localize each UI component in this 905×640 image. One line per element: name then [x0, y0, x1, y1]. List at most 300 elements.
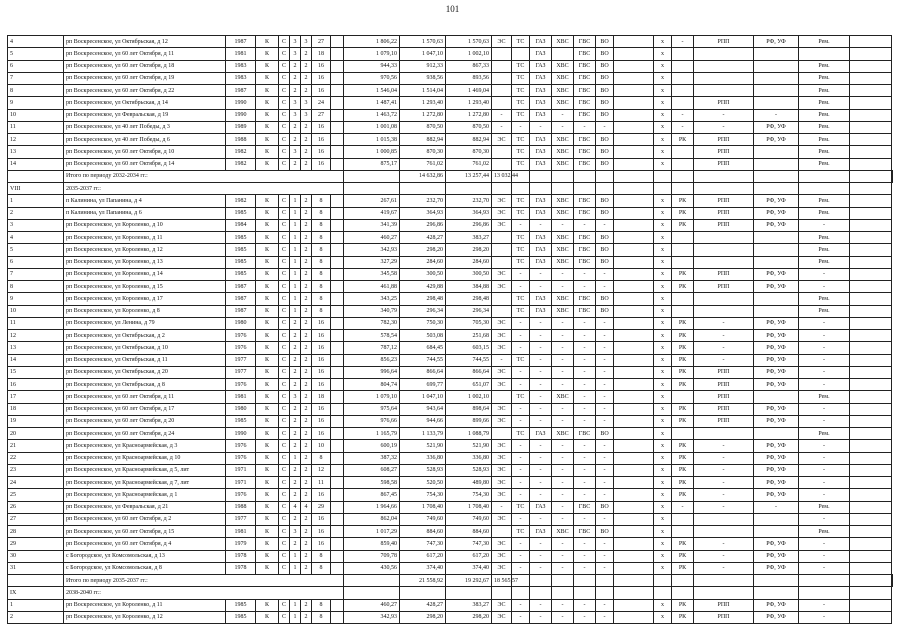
area-total-cell: 1 000,85: [344, 146, 400, 158]
basement-cell: -: [694, 550, 754, 562]
blank-cell: [850, 489, 892, 501]
table-row: [8, 293, 893, 305]
blank-cell: [331, 158, 344, 170]
blank-cell: [331, 354, 344, 366]
hot-water-cell: ГВС: [574, 36, 596, 48]
blank-cell: [331, 317, 344, 329]
cold-water-cell: -: [552, 342, 574, 354]
area-living-cell: 232,70: [400, 195, 446, 207]
blank-cell: [552, 575, 574, 587]
basement-cell: -: [694, 464, 754, 476]
cold-water-cell: -: [552, 109, 574, 121]
sewage-cell: -: [596, 317, 614, 329]
blank-cell: [614, 366, 654, 378]
table-row: [8, 354, 893, 366]
facade-cell: РФ, УФ: [754, 550, 799, 562]
table-row: [8, 538, 893, 550]
blank-cell: [331, 207, 344, 219]
table-row: [8, 464, 893, 476]
section-label: 2035-2037 гг.:: [64, 183, 344, 195]
gas-cell: ГАЗ: [530, 36, 552, 48]
sewage-cell: ВО: [596, 109, 614, 121]
address-cell: рп Воскресенское, ул Октябрьская, д 11: [64, 354, 226, 366]
total-row: [8, 575, 893, 587]
blank-cell: [614, 36, 654, 48]
apartments-cell: 16: [312, 513, 331, 525]
area-residential-cell: 336,80: [446, 452, 492, 464]
cold-water-cell: ХВС: [552, 60, 574, 72]
row-number: 7: [8, 268, 64, 280]
address-cell: рп Воскресенское, ул Короленко, д 12: [64, 611, 226, 623]
cold-water-cell: -: [552, 599, 574, 611]
gas-cell: -: [530, 513, 552, 525]
hot-water-cell: -: [574, 538, 596, 550]
sewage-cell: ВО: [596, 501, 614, 513]
year-cell: 1976: [226, 452, 256, 464]
electric-cell: ЭС: [492, 562, 512, 574]
year-cell: 1982: [226, 146, 256, 158]
area-residential-cell: 284,60: [446, 256, 492, 268]
gas-cell: ГАЗ: [530, 146, 552, 158]
electric-cell: ЭС: [492, 330, 512, 342]
blank-cell: [850, 85, 892, 97]
cold-water-cell: ХВС: [552, 207, 574, 219]
gas-cell: -: [530, 342, 552, 354]
foundation-cell: -: [799, 415, 850, 427]
area-living-cell: 300,50: [400, 268, 446, 280]
hot-water-cell: -: [574, 354, 596, 366]
roof-cell: [672, 72, 694, 84]
mark-cell: х: [654, 85, 672, 97]
foundation-cell: -: [799, 538, 850, 550]
electric-cell: [492, 60, 512, 72]
facade-cell: [754, 72, 799, 84]
area-living-cell: 870,30: [400, 146, 446, 158]
apartments-cell: 16: [312, 366, 331, 378]
area-living-cell: 1 047,10: [400, 391, 446, 403]
entrances-cell: 2: [301, 207, 312, 219]
area-living-cell: 284,60: [400, 256, 446, 268]
area-residential-cell: 870,50: [446, 121, 492, 133]
electric-cell: ЭС: [492, 342, 512, 354]
table-row: [8, 109, 893, 121]
apartments-cell: 8: [312, 219, 331, 231]
heating-cell: -: [512, 513, 530, 525]
address-cell: рп Воскресенское, ул Короленко, д 11: [64, 232, 226, 244]
area-total-cell: 875,17: [344, 158, 400, 170]
material-cell: К: [256, 440, 279, 452]
electric-cell: ЭС: [492, 464, 512, 476]
year-cell: 1985: [226, 611, 256, 623]
class-cell: С: [279, 538, 290, 550]
area-total-cell: 1 079,10: [344, 391, 400, 403]
row-number: 8: [8, 85, 64, 97]
heating-cell: -: [512, 219, 530, 231]
row-number: 14: [8, 158, 64, 170]
class-cell: С: [279, 550, 290, 562]
area-total-cell: 1 015,38: [344, 134, 400, 146]
floors-cell: 2: [290, 72, 301, 84]
foundation-cell: Рем.: [799, 97, 850, 109]
mark-cell: х: [654, 403, 672, 415]
mark-cell: х: [654, 317, 672, 329]
entrances-cell: 2: [301, 550, 312, 562]
year-cell: 1981: [226, 48, 256, 60]
address-cell: рп Воскресенское, ул Ленина, д 79: [64, 317, 226, 329]
apartments-cell: 16: [312, 538, 331, 550]
apartments-cell: 16: [312, 379, 331, 391]
blank-cell: [850, 354, 892, 366]
blank-cell: [614, 538, 654, 550]
basement-cell: РПП: [694, 195, 754, 207]
area-total-cell: 460,27: [344, 232, 400, 244]
cold-water-cell: ХВС: [552, 85, 574, 97]
material-cell: К: [256, 513, 279, 525]
blank-cell: [850, 170, 892, 182]
area-total-cell: 267,61: [344, 195, 400, 207]
entrances-cell: 2: [301, 60, 312, 72]
area-total-cell: 1 165,79: [344, 428, 400, 440]
mark-cell: х: [654, 97, 672, 109]
area-total-cell: 862,04: [344, 513, 400, 525]
blank-cell: [614, 170, 654, 182]
foundation-cell: Рем.: [799, 134, 850, 146]
blank-cell: [850, 526, 892, 538]
foundation-cell: -: [799, 281, 850, 293]
blank-cell: [614, 195, 654, 207]
year-cell: 1984: [226, 219, 256, 231]
entrances-cell: 2: [301, 244, 312, 256]
entrances-cell: 2: [301, 452, 312, 464]
blank-cell: [672, 587, 694, 599]
blank-cell: [614, 109, 654, 121]
class-cell: С: [279, 146, 290, 158]
facade-cell: [754, 244, 799, 256]
facade-cell: РФ, УФ: [754, 379, 799, 391]
apartments-cell: 8: [312, 599, 331, 611]
total-area-living: 19 292,67: [446, 575, 492, 587]
mark-cell: х: [654, 501, 672, 513]
electric-cell: ЭС: [492, 281, 512, 293]
table-row: [8, 317, 893, 329]
year-cell: 1990: [226, 97, 256, 109]
basement-cell: -: [694, 342, 754, 354]
roof-cell: -: [672, 121, 694, 133]
hot-water-cell: -: [574, 330, 596, 342]
blank-cell: [850, 366, 892, 378]
entrances-cell: 2: [301, 611, 312, 623]
class-cell: С: [279, 562, 290, 574]
blank-cell: [654, 170, 672, 182]
entrances-cell: 2: [301, 158, 312, 170]
address-cell: рп Воскресенское, ул 40 лет Победы, д 6: [64, 134, 226, 146]
mark-cell: х: [654, 232, 672, 244]
blank-cell: [694, 587, 754, 599]
basement-cell: -: [694, 452, 754, 464]
heating-cell: ТС: [512, 207, 530, 219]
blank-cell: [331, 60, 344, 72]
material-cell: К: [256, 305, 279, 317]
area-residential-cell: 1 002,10: [446, 391, 492, 403]
area-living-cell: 1 293,40: [400, 97, 446, 109]
mark-cell: х: [654, 146, 672, 158]
hot-water-cell: ГВС: [574, 146, 596, 158]
mark-cell: х: [654, 36, 672, 48]
address-cell: рп Воскресенское, ул 60 лет Октября, д 19: [64, 72, 226, 84]
area-residential-cell: 1 708,40: [446, 501, 492, 513]
apartments-cell: 18: [312, 391, 331, 403]
area-total-cell: 1 079,10: [344, 48, 400, 60]
area-residential-cell: 521,90: [446, 440, 492, 452]
class-cell: С: [279, 477, 290, 489]
foundation-cell: Рем.: [799, 195, 850, 207]
heating-cell: ТС: [512, 158, 530, 170]
sewage-cell: ВО: [596, 526, 614, 538]
material-cell: К: [256, 293, 279, 305]
cold-water-cell: -: [552, 219, 574, 231]
class-cell: С: [279, 97, 290, 109]
blank-cell: [331, 538, 344, 550]
blank-cell: [850, 146, 892, 158]
blank-cell: [850, 562, 892, 574]
area-residential-cell: 300,50: [446, 268, 492, 280]
blank-cell: [331, 611, 344, 623]
blank-cell: [850, 391, 892, 403]
total-area-residential: 13 032,44: [492, 170, 512, 182]
blank-cell: [799, 183, 850, 195]
address-cell: рп Воскресенское, ул 60 лет Октября, д 11: [64, 48, 226, 60]
blank-cell: [614, 97, 654, 109]
area-living-cell: 699,77: [400, 379, 446, 391]
facade-cell: [754, 513, 799, 525]
material-cell: К: [256, 85, 279, 97]
row-number: 25: [8, 489, 64, 501]
area-residential-cell: 898,64: [446, 403, 492, 415]
foundation-cell: Рем.: [799, 158, 850, 170]
heating-cell: -: [512, 562, 530, 574]
year-cell: 1981: [226, 526, 256, 538]
entrances-cell: 2: [301, 440, 312, 452]
gas-cell: -: [530, 268, 552, 280]
cold-water-cell: ХВС: [552, 134, 574, 146]
row-number: 6: [8, 256, 64, 268]
roof-cell: [672, 526, 694, 538]
area-residential-cell: 296,34: [446, 305, 492, 317]
address-cell: рп Воскресенское, ул 60 лет Октября, д 20: [64, 415, 226, 427]
entrances-cell: 2: [301, 379, 312, 391]
gas-cell: ГАЗ: [530, 195, 552, 207]
row-number: 24: [8, 477, 64, 489]
mark-cell: х: [654, 195, 672, 207]
roof-cell: [672, 146, 694, 158]
facade-cell: РФ, УФ: [754, 281, 799, 293]
blank-cell: [331, 599, 344, 611]
mark-cell: х: [654, 464, 672, 476]
class-cell: С: [279, 415, 290, 427]
table-row: [8, 281, 893, 293]
gas-cell: -: [530, 379, 552, 391]
basement-cell: РПП: [694, 611, 754, 623]
blank-cell: [614, 342, 654, 354]
apartments-cell: 8: [312, 268, 331, 280]
table-row: [8, 391, 893, 403]
class-cell: С: [279, 342, 290, 354]
mark-cell: х: [654, 158, 672, 170]
hot-water-cell: ГВС: [574, 134, 596, 146]
gas-cell: -: [530, 330, 552, 342]
floors-cell: 1: [290, 550, 301, 562]
blank-cell: [331, 305, 344, 317]
mark-cell: х: [654, 281, 672, 293]
facade-cell: РФ, УФ: [754, 599, 799, 611]
facade-cell: РФ, УФ: [754, 36, 799, 48]
class-cell: С: [279, 72, 290, 84]
apartments-cell: 16: [312, 403, 331, 415]
material-cell: К: [256, 219, 279, 231]
hot-water-cell: ГВС: [574, 109, 596, 121]
address-cell: рп Воскресенское, ул 60 лет Октября, д 14: [64, 158, 226, 170]
sewage-cell: -: [596, 415, 614, 427]
apartments-cell: 27: [312, 109, 331, 121]
roof-cell: РК: [672, 415, 694, 427]
blank-cell: [331, 330, 344, 342]
area-residential-cell: 232,70: [446, 195, 492, 207]
entrances-cell: 2: [301, 428, 312, 440]
row-number: 1: [8, 195, 64, 207]
blank-cell: [892, 575, 893, 587]
area-total-cell: 327,29: [344, 256, 400, 268]
roof-cell: [672, 256, 694, 268]
area-residential-cell: 705,30: [446, 317, 492, 329]
blank-cell: [331, 452, 344, 464]
blank-cell: [331, 501, 344, 513]
blank-cell: [331, 379, 344, 391]
year-cell: 1976: [226, 330, 256, 342]
apartments-cell: 8: [312, 452, 331, 464]
hot-water-cell: -: [574, 219, 596, 231]
entrances-cell: 2: [301, 121, 312, 133]
basement-cell: [694, 428, 754, 440]
material-cell: К: [256, 60, 279, 72]
blank-cell: [530, 183, 552, 195]
facade-cell: [754, 97, 799, 109]
row-number: 13: [8, 146, 64, 158]
mark-cell: х: [654, 256, 672, 268]
row-number: 26: [8, 501, 64, 513]
gas-cell: ГАЗ: [530, 85, 552, 97]
floors-cell: 2: [290, 134, 301, 146]
year-cell: 1971: [226, 477, 256, 489]
hot-water-cell: ГВС: [574, 305, 596, 317]
mark-cell: х: [654, 219, 672, 231]
floors-cell: 1: [290, 562, 301, 574]
hot-water-cell: ГВС: [574, 428, 596, 440]
basement-cell: [694, 305, 754, 317]
gas-cell: ГАЗ: [530, 428, 552, 440]
electric-cell: [492, 293, 512, 305]
year-cell: 1976: [226, 342, 256, 354]
hot-water-cell: -: [574, 513, 596, 525]
blank-cell: [850, 244, 892, 256]
gas-cell: -: [530, 538, 552, 550]
floors-cell: 4: [290, 501, 301, 513]
blank-cell: [654, 587, 672, 599]
blank-cell: [344, 183, 400, 195]
year-cell: 1978: [226, 562, 256, 574]
foundation-cell: -: [799, 477, 850, 489]
year-cell: 1982: [226, 195, 256, 207]
row-number: 5: [8, 48, 64, 60]
mark-cell: х: [654, 342, 672, 354]
electric-cell: ЭС: [492, 440, 512, 452]
row-number: 9: [8, 97, 64, 109]
mark-cell: х: [654, 109, 672, 121]
address-cell: рп Воскресенское, ул Красноармейская, д 7, лит: [64, 477, 226, 489]
foundation-cell: Рем.: [799, 293, 850, 305]
material-cell: К: [256, 317, 279, 329]
class-cell: С: [279, 366, 290, 378]
roof-cell: [672, 232, 694, 244]
area-living-cell: 1 708,40: [400, 501, 446, 513]
blank-cell: [552, 587, 574, 599]
area-residential-cell: 867,33: [446, 60, 492, 72]
material-cell: К: [256, 464, 279, 476]
year-cell: 1985: [226, 256, 256, 268]
floors-cell: 2: [290, 354, 301, 366]
sewage-cell: -: [596, 562, 614, 574]
basement-cell: [694, 256, 754, 268]
sewage-cell: -: [596, 366, 614, 378]
blank-cell: [614, 281, 654, 293]
basement-cell: РПП: [694, 281, 754, 293]
blank-cell: [850, 575, 892, 587]
year-cell: 1978: [226, 550, 256, 562]
row-number: 13: [8, 342, 64, 354]
blank-cell: [850, 72, 892, 84]
electric-cell: ЭС: [492, 452, 512, 464]
blank-cell: [331, 36, 344, 48]
blank-cell: [331, 526, 344, 538]
mark-cell: х: [654, 72, 672, 84]
blank-cell: [446, 587, 492, 599]
hot-water-cell: -: [574, 477, 596, 489]
address-cell: рп Воскресенское, ул Короленко, д 11: [64, 599, 226, 611]
blank-cell: [799, 170, 850, 182]
blank-cell: [754, 587, 799, 599]
apartments-cell: 8: [312, 232, 331, 244]
address-cell: рп Воскресенское, ул Короленко, д 10: [64, 219, 226, 231]
area-living-cell: 870,50: [400, 121, 446, 133]
hot-water-cell: -: [574, 611, 596, 623]
blank-cell: [344, 575, 400, 587]
facade-cell: РФ, УФ: [754, 415, 799, 427]
table-row: [8, 85, 893, 97]
address-cell: п Калинина, ул Папанина, д 4: [64, 195, 226, 207]
blank-cell: [694, 575, 754, 587]
material-cell: К: [256, 391, 279, 403]
blank-cell: [614, 391, 654, 403]
gas-cell: ГАЗ: [530, 48, 552, 60]
area-total-cell: 430,56: [344, 562, 400, 574]
blank-cell: [754, 575, 799, 587]
electric-cell: ЭС: [492, 219, 512, 231]
electric-cell: ЭС: [492, 317, 512, 329]
blank-cell: [892, 170, 893, 182]
material-cell: К: [256, 599, 279, 611]
floors-cell: 1: [290, 207, 301, 219]
blank-cell: [331, 366, 344, 378]
entrances-cell: 3: [301, 109, 312, 121]
